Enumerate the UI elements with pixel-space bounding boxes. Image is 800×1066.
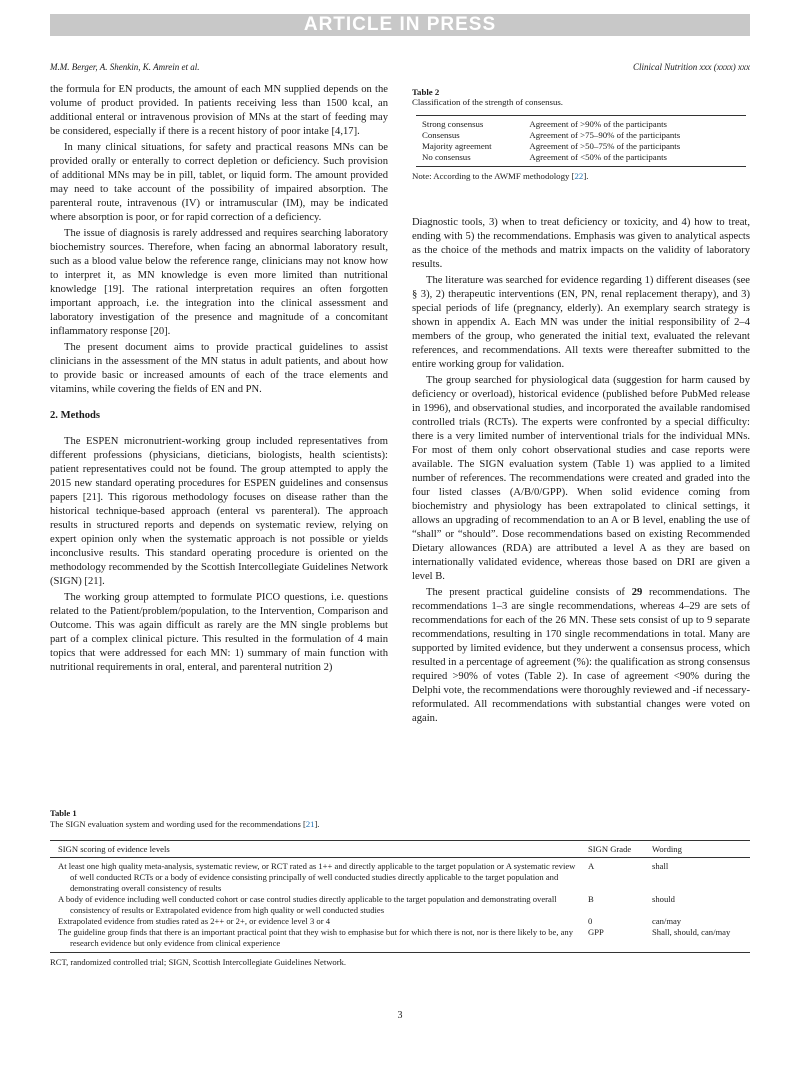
table-1 — [50, 808, 750, 968]
caption-text: The SIGN evaluation system and wording used for the recommendations [ — [50, 819, 306, 829]
caption-text: ]. — [314, 819, 320, 829]
paragraph: In many clinical situations, for safety and practical reasons MNs can be provided orally or enterally to correct depletion or deficiency. Such provision of additional MNs may be in pill, tablet, or liquid form. The amount provided may need to take account of the possibility of impaired absorption. The parenteral route, intravenous (IV) or intramuscular (IM), may be indicated where absorption is poor, or for rapid correction of a deficiency. — [50, 142, 388, 223]
text: recommendations. The recommendations 1–3 are single recommendations, whereas 4–29 are sets of recommendations for each of the 26 MN. These sets consist of up to 9 separate recommendations, resulting in 170 single recommendations in total. Many are supported by limited evidence, but they underwent a consensus process, which resulted in a percentage of agreement (%): the qualification as strong consensus required >90% of votes (Table 2). In case of agreement <90% during the Delphi vote, the recommendations were thoroughly reviewed and -if necessary-reformulated. All recommendations with substantial changes were voted on again. — [412, 587, 750, 724]
table-cell: B — [588, 894, 594, 904]
running-head — [50, 62, 750, 76]
table-cell: Agreement of >50–75% of the participants — [529, 141, 681, 151]
recommendation-count: 29 — [631, 587, 643, 598]
table-1-label: Table 1 — [50, 808, 77, 818]
right-column — [412, 216, 750, 728]
table-cell: GPP — [580, 927, 644, 953]
table-2 — [412, 87, 750, 181]
table-cell: Agreement of >75–90% of the participants — [529, 130, 681, 140]
paragraph: The ESPEN micronutrient-working group included representatives from different professions (physicians, dieticians, biologists, health scientists): patient representatives could not be found. The group attempted to apply the 2015 new standard operating procedures for ESPEN guidelines and consensus papers [21]. This rigorous methodology focuses on disease rather than the historical technique-based approach (enteral vs parenteral). The approach results in structured reports and depends on systematic review, relying on expert opinion only when the systematic approach is not possible or yields inconclusive results. This standard operating procedure is oriented on the methodology recommended by the Scottish Intercollegiate Guidelines Network (SIGN) [21]. — [50, 436, 388, 587]
left-column — [50, 83, 388, 677]
table-1-footnote: RCT, randomized controlled trial; SIGN, Scottish Intercollegiate Guidelines Network. — [50, 957, 347, 967]
table-cell: can/may — [652, 916, 682, 926]
table-row — [50, 927, 750, 953]
table-cell: Shall, should, can/may — [644, 927, 750, 953]
note-text: Note: According to the AWMF methodology [ — [412, 171, 575, 181]
table-1-grid — [50, 840, 750, 953]
table-1-caption — [50, 819, 750, 830]
running-head-journal: Clinical Nutrition xxx (xxxx) xxx — [633, 62, 750, 72]
table-row — [50, 916, 750, 927]
table-cell: A body of evidence including well conducted cohort or case control studies directly applicable to the target population and demonstrating overall consistency of results or Extrapolated evidence from high quality or well conducted studies — [58, 894, 557, 915]
table-cell: A — [588, 861, 595, 871]
table-row — [416, 152, 746, 167]
text: The present practical guideline consists of — [426, 587, 632, 598]
table-2-note — [412, 171, 750, 181]
table-2-caption: Classification of the strength of consensus. — [412, 97, 563, 107]
table-row — [50, 894, 750, 916]
note-text: ]. — [583, 171, 589, 181]
column-header: SIGN Grade — [580, 841, 644, 858]
running-head-authors: M.M. Berger, A. Shenkin, K. Amrein et al. — [50, 62, 200, 72]
table-row — [416, 130, 746, 141]
paragraph — [412, 586, 750, 726]
table-cell: 0 — [588, 916, 593, 926]
paragraph: Diagnostic tools, 3) when to treat deficiency or toxicity, and 4) how to treat, ending with 5) the recommendations. Emphasis was given to analytical aspects as the choice of the methods and matrix impacts on the validity of laboratory results. — [412, 217, 750, 270]
paragraph: The group searched for physiological data (suggestion for harm caused by deficiency or overload), historical evidence (published before PubMed release in 1996), and observational studies, and incorporated the available randomised controlled trials (RCTs). The experts were confronted by a special difficulty: there is a very limited number of interventional trials for the individual MNs. For most of them only cohort observational studies and case reports were available. The SIGN evaluation system (Table 1) was applied to a limited number of references. The recommendations were created and graded into the four listed classes (A/B/0/GPP). When solid evidence coming from biochemistry and physiology has been extrapolated to clinical settings, it allows an upgrading of recommendation to an A or B level, enabling the use of “shall” or “should”. Dose recommendations based on existing Recommended Dietary allowances (RDA) are attributed a level A as they are based on internationally validated evidence, whereas those based on DRI are given a level B. — [412, 375, 750, 582]
paragraph: The literature was searched for evidence regarding 1) different diseases (see § 3), 2) therapeutic interventions (EN, PN, renal replacement therapy), and 3) special periods of life (pregnancy, elderly). An exemplary search strategy is shown in appendix A. Each MN was under the initial responsibility of 2–4 members of the group, who generated the initial text, evaluated the relevant references, and recommendations. All texts were thereafter submitted to the entire working group for validation. — [412, 275, 750, 370]
table-cell: should — [652, 894, 675, 904]
table-row — [50, 858, 750, 895]
table-cell: Consensus — [422, 130, 460, 140]
citation-link[interactable]: 21 — [305, 819, 315, 829]
table-row — [416, 141, 746, 152]
article-in-press-banner: ARTICLE IN PRESS — [50, 14, 750, 36]
section-heading-methods: 2. Methods — [50, 410, 101, 421]
paragraph: the formula for EN products, the amount of each MN supplied depends on the volume of product provided. In patients receiving less than 1500 kcal, an additional enteral or intravenous provision of MNs at the start of feeding may be considered, especially if there is a recent history of poor intake [4,17]. — [50, 84, 388, 137]
table-cell: Strong consensus — [422, 119, 484, 129]
column-header: SIGN scoring of evidence levels — [50, 841, 580, 858]
table-cell: No consensus — [422, 152, 471, 162]
column-header: Wording — [644, 841, 750, 858]
table-2-label: Table 2 — [412, 87, 440, 97]
paragraph: The working group attempted to formulate PICO questions, i.e. questions related to the Patient/problem/population, to the Intervention, Comparison and Outcome. This was again difficult as rarely are the MN single problems but part of a complex clinical picture. This resulted in the formulation of 4 main topics that were addressed for each MN: 1) summary of main function with nutritional requirements in oral, enteral, and parenteral nutrition 2) — [50, 592, 388, 673]
table-cell: Agreement of >90% of the participants — [529, 119, 667, 129]
citation-link[interactable]: 22 — [574, 171, 584, 181]
table-cell: shall — [652, 861, 669, 871]
table-row — [416, 116, 746, 131]
table-header-row — [50, 841, 750, 858]
paragraph: The present document aims to provide practical guidelines to assist clinicians in the assessment of the MN status in adult patients, and about how to provide basic or increased amounts of each of the trace elements and vitamins, while covering the fields of EN and PN. — [50, 342, 388, 395]
table-cell: Agreement of <50% of the participants — [529, 152, 667, 162]
table-cell: The guideline group finds that there is an important practical point that they wish to emphasise but for which there is not, nor is there likely to be, any research evidence but only evidence from clinical experience — [50, 927, 580, 953]
table-cell: Majority agreement — [422, 141, 492, 151]
table-2-grid — [416, 115, 746, 167]
page-number: 3 — [397, 1010, 403, 1021]
table-cell: At least one high quality meta-analysis, systematic review, or RCT rated as 1++ and directly applicable to the target population or A systematic review of well conducted RCTs or a body of evidence consisting principally of well conducted studies directly applicable to the target population and demonstrating overall consistency of results — [58, 861, 576, 893]
paragraph: The issue of diagnosis is rarely addressed and requires searching laboratory biochemistry sources. Therefore, when facing an abnormal laboratory result, such as a blood value below the reference range, clinicians may not know how to interpret it, as MN knowledge is even more limited than nutritional knowledge [19]. The rational interpretation requires an often forgotten important approach, i.e. the integration into the clinical assessment and laboratory investigation of the presence and magnitude of a concomitant inflammatory response [20]. — [50, 228, 388, 337]
table-cell: Extrapolated evidence from studies rated as 2++ or 2+, or evidence level 3 or 4 — [58, 916, 331, 926]
